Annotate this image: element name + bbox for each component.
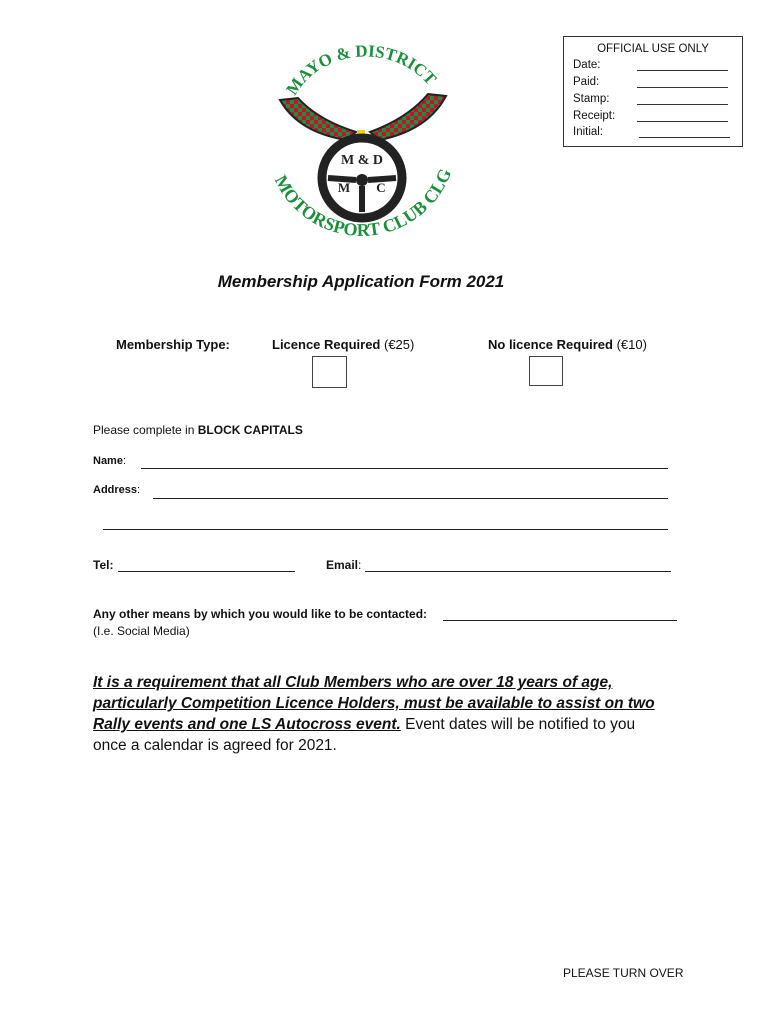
official-row-receipt [573, 110, 732, 126]
name-field[interactable] [141, 468, 668, 469]
no-licence-required-checkbox[interactable] [529, 356, 563, 386]
logo-wheel-left: M [337, 180, 351, 195]
official-row-initial [573, 126, 732, 142]
official-line[interactable] [637, 87, 728, 88]
licence-required-price: (€25) [380, 337, 415, 352]
logo-bottom-text: MOTORSPORT CLUB CLG [270, 165, 456, 240]
logo-wheel-right: C [376, 180, 386, 195]
name-label-colon: : [122, 455, 127, 467]
name-label [93, 455, 126, 467]
steering-wheel-icon [322, 138, 402, 218]
logo-top-text: MAYO & DISTRICT [282, 41, 441, 99]
tel-field[interactable] [118, 571, 295, 572]
contact-question: Any other means by which you would like to be contacted: [93, 607, 428, 621]
official-use-box [563, 36, 743, 147]
official-row-stamp [573, 93, 732, 109]
no-licence-required-text: No licence Required [488, 337, 613, 352]
requirement-notice [93, 672, 673, 756]
contact-hint: (I.e. Social Media) [93, 624, 190, 638]
contact-field[interactable] [443, 620, 677, 621]
address-field-line-2[interactable] [103, 529, 668, 530]
address-label-colon: : [137, 484, 141, 496]
no-licence-required-label [488, 337, 647, 352]
licence-required-label [272, 337, 414, 352]
logo-right-wing [370, 94, 446, 140]
official-line[interactable] [637, 121, 728, 122]
official-label: Stamp: [573, 93, 610, 105]
instructions-bold: BLOCK CAPITALS [197, 423, 303, 437]
please-turn-over: PLEASE TURN OVER [563, 966, 684, 980]
official-line[interactable] [637, 70, 728, 71]
tel-label: Tel: [93, 558, 114, 572]
official-row-date [573, 59, 732, 75]
requirement-rest: Event dates will be notified to you once a calendar is agreed for 2021. [93, 716, 636, 754]
official-use-title: OFFICIAL USE ONLY [597, 43, 709, 55]
logo-wheel-top: M & D [341, 153, 383, 168]
licence-required-text: Licence Required [272, 337, 381, 352]
official-label: Date: [573, 59, 601, 71]
official-row-paid [573, 76, 732, 92]
email-label-text: Email [326, 558, 359, 572]
requirement-emphasis: It is a requirement that all Club Members who are over 18 years of age, particularly Competition Licence Holders, must be available to assist on two Rally events and one LS Autocross event. [93, 674, 655, 733]
email-label-colon: : [358, 558, 362, 572]
official-label: Initial: [573, 126, 604, 138]
official-line[interactable] [637, 104, 728, 105]
form-title: Membership Application Form 2021 [217, 272, 505, 291]
club-logo [258, 40, 468, 245]
official-line[interactable] [639, 137, 730, 138]
membership-type-label: Membership Type: [116, 337, 230, 352]
no-licence-required-price: (€10) [612, 337, 647, 352]
instructions-prefix: Please complete in [93, 423, 198, 437]
licence-required-checkbox[interactable] [312, 356, 347, 388]
address-label-text: Address [93, 484, 138, 496]
address-label [93, 484, 140, 496]
official-label: Receipt: [573, 110, 616, 122]
official-label: Paid: [573, 76, 600, 88]
email-label [326, 558, 361, 572]
logo-left-wing [280, 98, 356, 140]
email-field[interactable] [365, 571, 671, 572]
instructions [93, 423, 303, 437]
address-field-line-1[interactable] [153, 498, 668, 499]
name-label-text: Name [93, 455, 123, 467]
